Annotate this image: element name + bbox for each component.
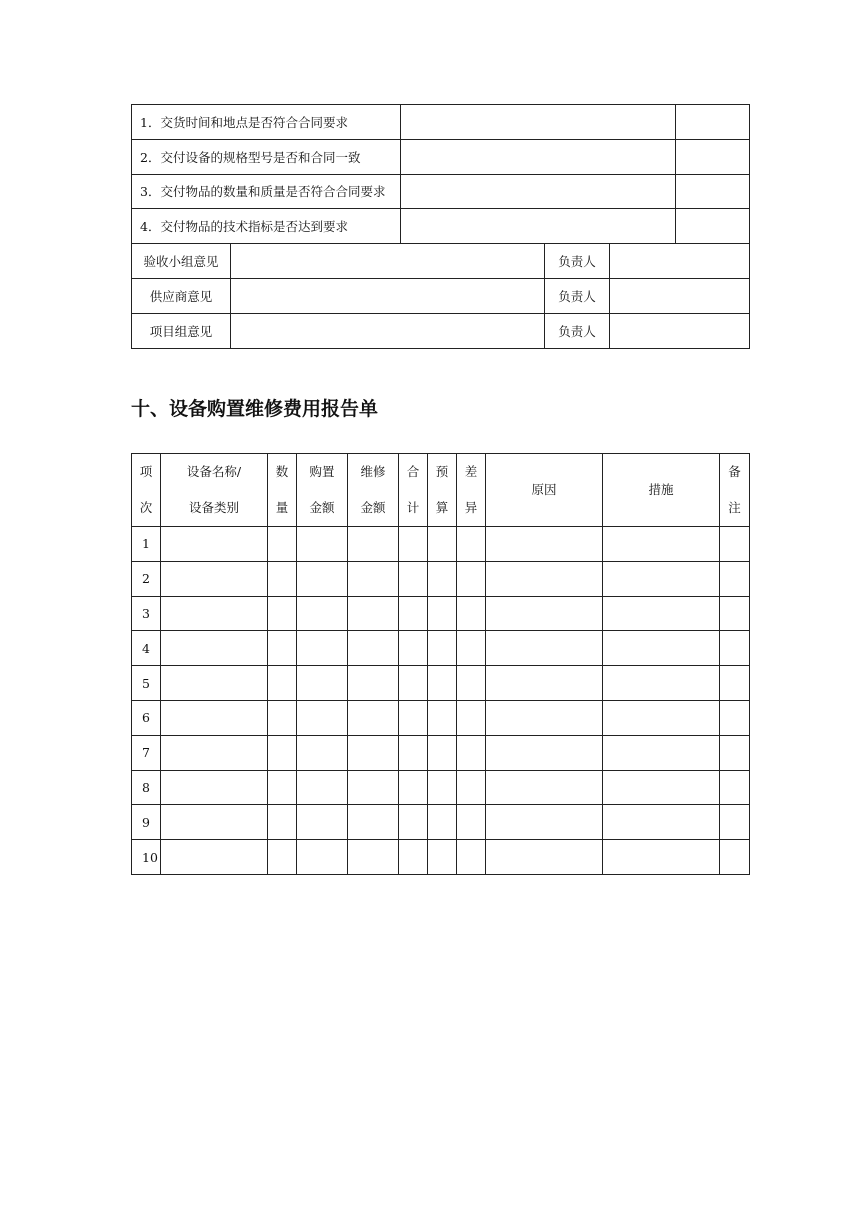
input-cell[interactable] — [603, 596, 720, 631]
header-text: 设备类别 — [188, 500, 239, 515]
input-cell[interactable] — [603, 666, 720, 701]
header-text: 金额 — [309, 500, 335, 515]
opinion-row — [132, 244, 750, 279]
input-cell[interactable] — [399, 527, 428, 562]
header-name — [161, 454, 268, 527]
input-cell[interactable] — [428, 735, 457, 770]
input-cell[interactable] — [297, 527, 348, 562]
input-cell[interactable] — [486, 700, 603, 735]
input-cell[interactable] — [603, 805, 720, 840]
input-cell[interactable] — [399, 561, 428, 596]
input-cell[interactable] — [428, 840, 457, 875]
header-quantity — [268, 454, 297, 527]
input-cell[interactable] — [486, 735, 603, 770]
row-number: 4 — [132, 631, 161, 666]
input-cell[interactable] — [348, 596, 399, 631]
header-variance — [457, 454, 486, 527]
table-row — [132, 770, 750, 805]
input-cell[interactable] — [603, 770, 720, 805]
input-cell[interactable] — [297, 840, 348, 875]
input-cell[interactable] — [399, 770, 428, 805]
input-cell[interactable] — [603, 561, 720, 596]
input-cell[interactable] — [486, 527, 603, 562]
input-cell[interactable] — [161, 770, 268, 805]
input-cell[interactable] — [457, 735, 486, 770]
header-text: 金额 — [360, 500, 386, 515]
input-cell[interactable] — [428, 631, 457, 666]
check-row — [132, 209, 750, 244]
check-mark-cell[interactable] — [676, 209, 750, 244]
input-cell[interactable] — [457, 840, 486, 875]
check-result-cell[interactable] — [401, 139, 676, 174]
table-row — [132, 700, 750, 735]
input-cell[interactable] — [486, 840, 603, 875]
input-cell[interactable] — [297, 631, 348, 666]
opinion-row — [132, 278, 750, 313]
opinion-input-cell[interactable] — [231, 313, 545, 348]
header-text: 差 — [464, 464, 478, 479]
input-cell[interactable] — [348, 840, 399, 875]
input-cell[interactable] — [268, 631, 297, 666]
check-mark-cell[interactable] — [676, 174, 750, 209]
check-row — [132, 139, 750, 174]
input-cell[interactable] — [457, 700, 486, 735]
header-total — [399, 454, 428, 527]
input-cell[interactable] — [457, 527, 486, 562]
header-measures: 措施 — [603, 454, 720, 527]
table-row — [132, 840, 750, 875]
input-cell[interactable] — [457, 631, 486, 666]
header-text: 数 — [275, 464, 289, 479]
input-cell[interactable] — [603, 700, 720, 735]
input-cell[interactable] — [161, 631, 268, 666]
input-cell[interactable] — [297, 596, 348, 631]
input-cell[interactable] — [457, 596, 486, 631]
input-cell[interactable] — [268, 770, 297, 805]
header-text: 项 — [139, 464, 153, 479]
header-text: 购置 — [309, 464, 335, 479]
header-text: 备 — [728, 464, 741, 479]
input-cell[interactable] — [297, 735, 348, 770]
input-cell[interactable] — [457, 561, 486, 596]
input-cell[interactable] — [428, 666, 457, 701]
input-cell[interactable] — [348, 770, 399, 805]
input-cell[interactable] — [268, 700, 297, 735]
row-number: 8 — [132, 770, 161, 805]
input-cell[interactable] — [161, 666, 268, 701]
row-number: 5 — [132, 666, 161, 701]
input-cell[interactable] — [486, 805, 603, 840]
input-cell[interactable] — [720, 666, 750, 701]
input-cell[interactable] — [161, 527, 268, 562]
header-text: 预 — [435, 464, 449, 479]
input-cell[interactable] — [720, 700, 750, 735]
opinion-input-cell[interactable] — [231, 244, 545, 279]
header-text: 计 — [406, 500, 420, 515]
check-item-label: 4．交付物品的技术指标是否达到要求 — [132, 209, 401, 244]
row-number: 2 — [132, 561, 161, 596]
header-budget — [428, 454, 457, 527]
header-text: 设备名称/ — [186, 464, 242, 479]
input-cell[interactable] — [603, 735, 720, 770]
input-cell[interactable] — [720, 735, 750, 770]
responsible-label: 负责人 — [545, 278, 610, 313]
input-cell[interactable] — [399, 666, 428, 701]
input-cell[interactable] — [720, 596, 750, 631]
report-header-row — [132, 454, 750, 527]
input-cell[interactable] — [161, 561, 268, 596]
input-cell[interactable] — [268, 735, 297, 770]
input-cell[interactable] — [348, 631, 399, 666]
header-repair — [348, 454, 399, 527]
row-number: 1 — [132, 527, 161, 562]
input-cell[interactable] — [457, 770, 486, 805]
responsible-input-cell[interactable] — [610, 313, 750, 348]
check-result-cell[interactable] — [401, 174, 676, 209]
acceptance-table — [131, 104, 750, 349]
header-text: 合 — [406, 464, 420, 479]
input-cell[interactable] — [486, 631, 603, 666]
input-cell[interactable] — [720, 527, 750, 562]
input-cell[interactable] — [348, 700, 399, 735]
input-cell[interactable] — [486, 596, 603, 631]
responsible-input-cell[interactable] — [610, 278, 750, 313]
check-item-label: 3．交付物品的数量和质量是否符合合同要求 — [132, 174, 401, 209]
check-mark-cell[interactable] — [676, 139, 750, 174]
input-cell[interactable] — [161, 700, 268, 735]
responsible-label: 负责人 — [545, 244, 610, 279]
input-cell[interactable] — [268, 561, 297, 596]
table-row — [132, 561, 750, 596]
input-cell[interactable] — [603, 631, 720, 666]
input-cell[interactable] — [428, 561, 457, 596]
input-cell[interactable] — [457, 805, 486, 840]
input-cell[interactable] — [399, 631, 428, 666]
expense-report-table — [131, 453, 750, 875]
input-cell[interactable] — [161, 735, 268, 770]
section-title: 十、设备购置维修费用报告单 — [131, 398, 379, 420]
input-cell[interactable] — [457, 666, 486, 701]
input-cell[interactable] — [603, 527, 720, 562]
header-text: 注 — [728, 500, 741, 515]
input-cell[interactable] — [486, 666, 603, 701]
input-cell[interactable] — [399, 735, 428, 770]
input-cell[interactable] — [428, 700, 457, 735]
check-result-cell[interactable] — [401, 209, 676, 244]
opinion-input-cell[interactable] — [231, 278, 545, 313]
header-remarks — [720, 454, 750, 527]
input-cell[interactable] — [297, 700, 348, 735]
input-cell[interactable] — [720, 770, 750, 805]
header-purchase — [297, 454, 348, 527]
header-reason: 原因 — [486, 454, 603, 527]
check-item-label: 1．交货时间和地点是否符合合同要求 — [132, 105, 401, 140]
opinion-row — [132, 313, 750, 348]
input-cell[interactable] — [268, 596, 297, 631]
header-text: 次 — [139, 500, 153, 515]
input-cell[interactable] — [720, 840, 750, 875]
input-cell[interactable] — [348, 527, 399, 562]
input-cell[interactable] — [428, 805, 457, 840]
input-cell[interactable] — [720, 561, 750, 596]
input-cell[interactable] — [486, 561, 603, 596]
check-row — [132, 105, 750, 140]
check-mark-cell[interactable] — [676, 105, 750, 140]
input-cell[interactable] — [348, 805, 399, 840]
input-cell[interactable] — [428, 596, 457, 631]
table-row — [132, 805, 750, 840]
input-cell[interactable] — [720, 631, 750, 666]
responsible-label: 负责人 — [545, 313, 610, 348]
input-cell[interactable] — [428, 527, 457, 562]
input-cell[interactable] — [161, 596, 268, 631]
opinion-label: 验收小组意见 — [132, 244, 231, 279]
opinion-label: 项目组意见 — [132, 313, 231, 348]
input-cell[interactable] — [486, 770, 603, 805]
header-text: 算 — [435, 500, 449, 515]
input-cell[interactable] — [268, 840, 297, 875]
input-cell[interactable] — [348, 666, 399, 701]
row-number: 6 — [132, 700, 161, 735]
input-cell[interactable] — [720, 805, 750, 840]
table-row — [132, 735, 750, 770]
check-result-cell[interactable] — [401, 105, 676, 140]
input-cell[interactable] — [399, 596, 428, 631]
header-text: 量 — [275, 500, 289, 515]
row-number: 7 — [132, 735, 161, 770]
table-row — [132, 527, 750, 562]
input-cell[interactable] — [268, 527, 297, 562]
input-cell[interactable] — [603, 840, 720, 875]
input-cell[interactable] — [297, 770, 348, 805]
input-cell[interactable] — [428, 770, 457, 805]
input-cell[interactable] — [161, 805, 268, 840]
row-number: 9 — [132, 805, 161, 840]
table-row — [132, 596, 750, 631]
input-cell[interactable] — [348, 561, 399, 596]
header-item-no — [132, 454, 161, 527]
table-row — [132, 666, 750, 701]
input-cell[interactable] — [268, 805, 297, 840]
input-cell[interactable] — [297, 561, 348, 596]
check-item-label: 2．交付设备的规格型号是否和合同一致 — [132, 139, 401, 174]
header-text: 异 — [464, 500, 478, 515]
row-number: 3 — [132, 596, 161, 631]
input-cell[interactable] — [268, 666, 297, 701]
table-row — [132, 631, 750, 666]
input-cell[interactable] — [161, 840, 268, 875]
row-number: 10 — [132, 840, 161, 875]
input-cell[interactable] — [399, 700, 428, 735]
responsible-input-cell[interactable] — [610, 244, 750, 279]
input-cell[interactable] — [399, 805, 428, 840]
input-cell[interactable] — [297, 666, 348, 701]
header-text: 维修 — [360, 464, 386, 479]
check-row — [132, 174, 750, 209]
opinion-label: 供应商意见 — [132, 278, 231, 313]
input-cell[interactable] — [399, 840, 428, 875]
input-cell[interactable] — [297, 805, 348, 840]
input-cell[interactable] — [348, 735, 399, 770]
